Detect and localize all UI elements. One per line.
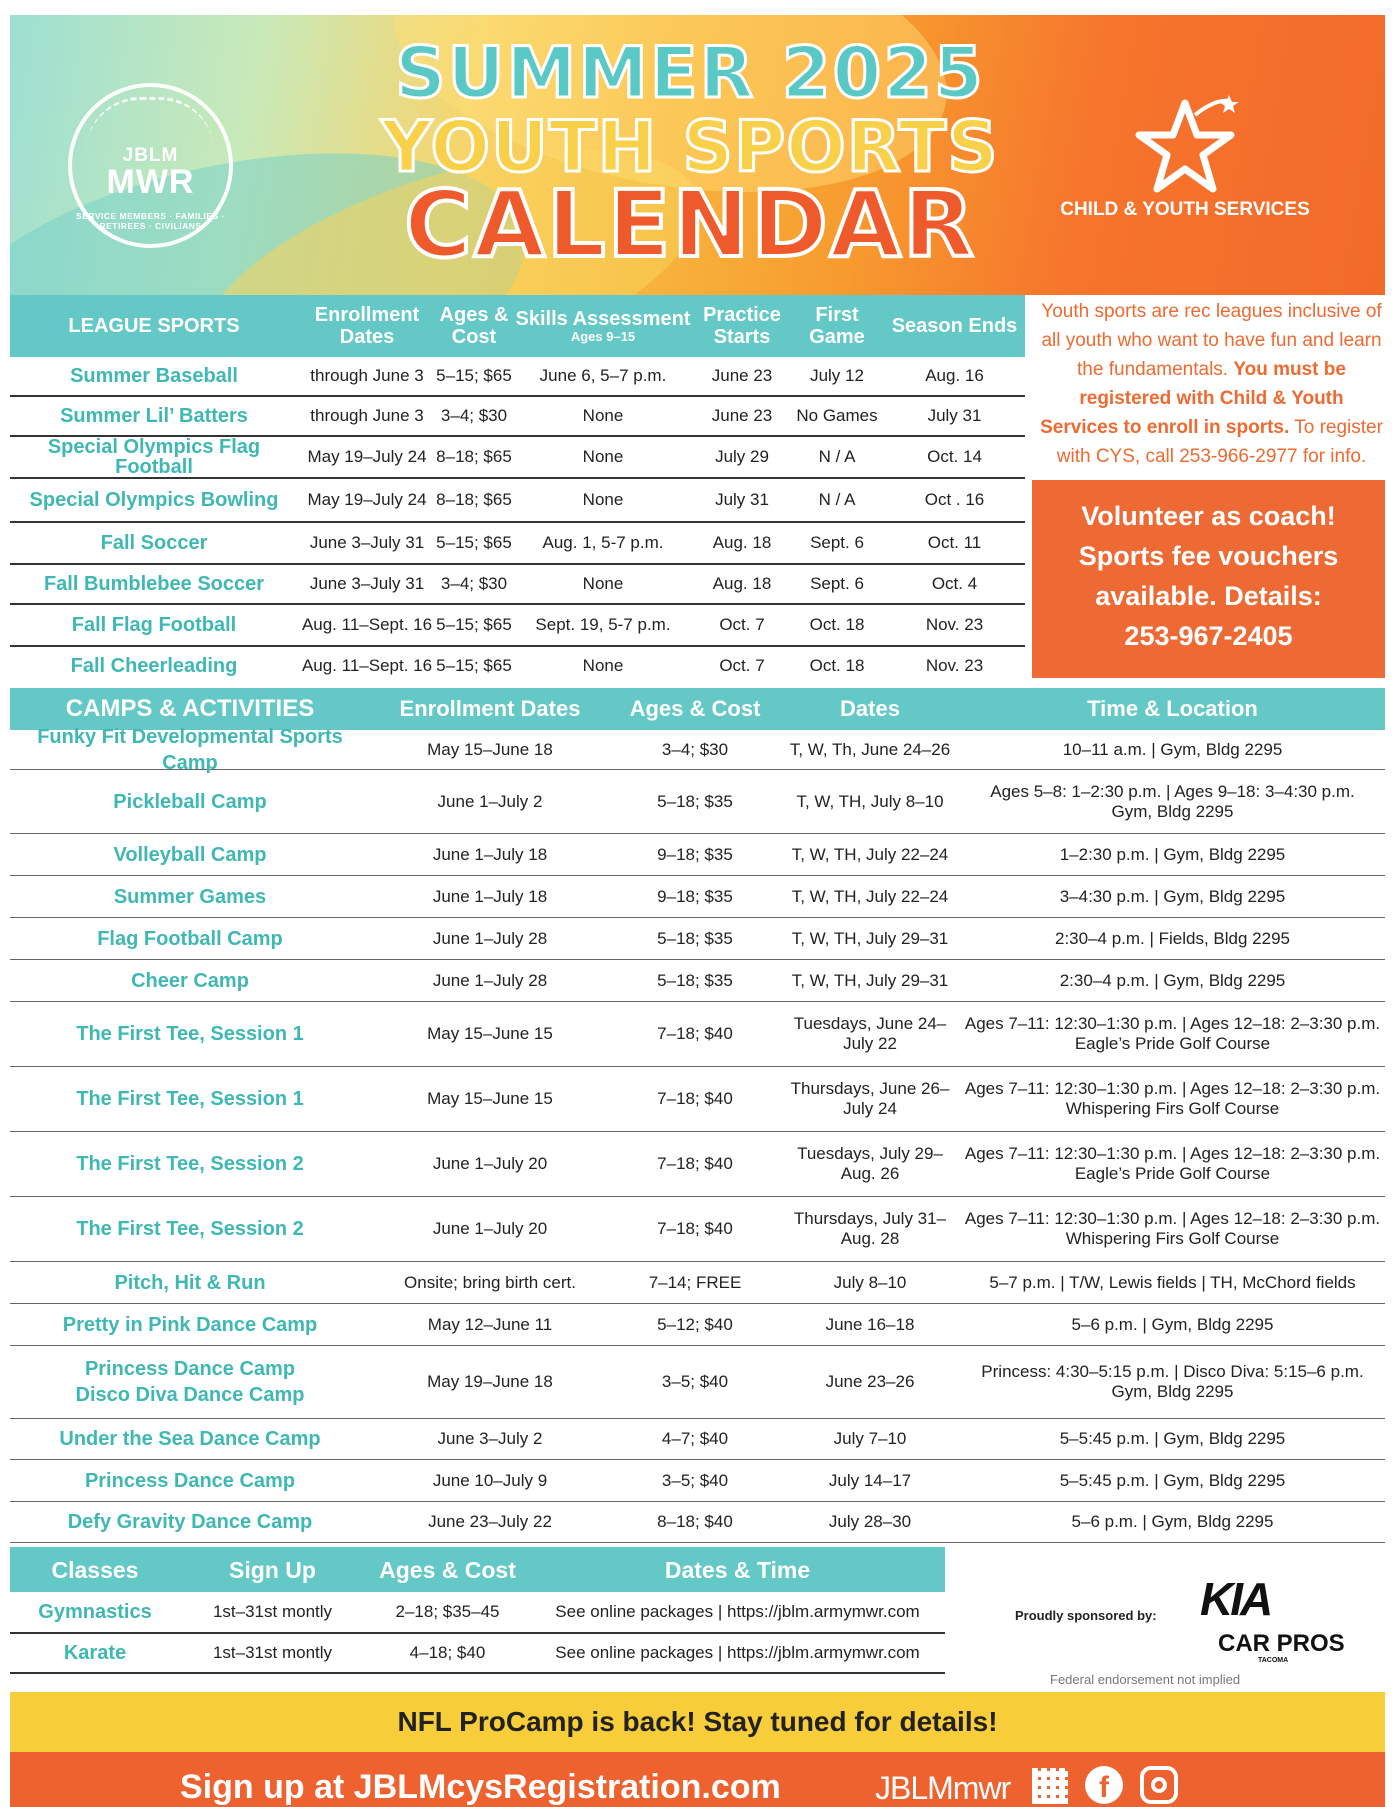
enroll-dates: through June 3 bbox=[310, 366, 424, 385]
kia-logo: KIA bbox=[1200, 1573, 1271, 1625]
camp-name: Pickleball Camp bbox=[113, 790, 267, 813]
table-row bbox=[10, 397, 1025, 437]
camp-name: The First Tee, Session 1 bbox=[76, 1088, 304, 1110]
enroll-dates: June 1–July 18 bbox=[432, 886, 548, 906]
camp-dates: T, W, TH, July 29–31 bbox=[791, 928, 949, 948]
enroll-dates: June 1–July 20 bbox=[432, 1219, 548, 1238]
time-location bbox=[960, 887, 1385, 907]
enroll-dates: June 1–July 20 bbox=[432, 1154, 548, 1173]
volunteer-line-3: available. Details: bbox=[1095, 581, 1322, 611]
flyer-page bbox=[10, 15, 1385, 1807]
camp-name: Flag Football Camp bbox=[97, 927, 283, 950]
class-name: Gymnastics bbox=[38, 1601, 152, 1623]
table-row bbox=[10, 605, 1025, 647]
camp-dates: T, W, TH, July 29–31 bbox=[791, 970, 949, 990]
first-game: N / A bbox=[818, 447, 856, 466]
league-col-ages: Ages & Cost bbox=[439, 304, 509, 348]
time-location bbox=[960, 929, 1385, 949]
info-text-1: Youth sports are rec leagues inclusive of all youth who want to have fun and learn the fundamentals. bbox=[1041, 301, 1382, 380]
first-game: Oct. 18 bbox=[809, 615, 865, 634]
first-game: N / A bbox=[818, 490, 856, 509]
mwr-logo-top: JBLM bbox=[122, 145, 179, 166]
skills-assessment: June 6, 5–7 p.m. bbox=[539, 366, 667, 385]
table-row bbox=[10, 1132, 1385, 1197]
league-col-skills-sub: Ages 9–15 bbox=[570, 329, 636, 344]
enroll-dates: June 1–July 28 bbox=[432, 928, 548, 948]
ages-cost: 4–7; $40 bbox=[661, 1429, 729, 1448]
first-game: Sept. 6 bbox=[810, 533, 864, 552]
camp-dates: July 14–17 bbox=[828, 1470, 912, 1490]
time-location bbox=[960, 1512, 1385, 1532]
ages-cost: 7–18; $40 bbox=[657, 1089, 733, 1108]
time-location-line: 5–5:45 p.m. | Gym, Bldg 2295 bbox=[1059, 1429, 1286, 1448]
jblm-mwr-logo bbox=[68, 83, 233, 248]
table-row bbox=[10, 725, 1385, 774]
ages-cost: 9–18; $35 bbox=[657, 844, 733, 864]
ages-cost: 3–4; $30 bbox=[661, 739, 729, 759]
time-location-line: Ages 7–11: 12:30–1:30 p.m. | Ages 12–18: 2–3:30 p.m. bbox=[964, 1014, 1381, 1033]
table-row bbox=[10, 1002, 1385, 1067]
class-dates: See online packages | https://jblm.armymwr.com bbox=[555, 1602, 920, 1621]
first-game: July 12 bbox=[810, 366, 864, 385]
sport-name: Special Olympics Bowling bbox=[29, 489, 279, 511]
season-ends: Oct. 14 bbox=[927, 447, 982, 466]
sport-name: Fall Flag Football bbox=[71, 614, 237, 636]
instagram-icon bbox=[1140, 1766, 1178, 1804]
classes-table-body bbox=[10, 1592, 945, 1674]
endorsement-disclaimer: Federal endorsement not implied bbox=[1050, 1672, 1241, 1687]
table-row bbox=[10, 1067, 1385, 1132]
season-ends: July 31 bbox=[927, 406, 982, 425]
camp-name: Princess Dance Camp bbox=[84, 1469, 296, 1492]
title-line-1: SUMMER 2025 bbox=[395, 32, 985, 114]
time-location-line: Princess: 4:30–5:15 p.m. | Disco Diva: 5:15–6 p.m. bbox=[981, 1362, 1364, 1381]
camp-name: Pretty in Pink Dance Camp bbox=[62, 1313, 318, 1336]
ages-cost: 9–18; $35 bbox=[657, 886, 733, 906]
first-game: No Games bbox=[796, 406, 878, 425]
skills-assessment: None bbox=[582, 447, 624, 466]
table-row bbox=[10, 770, 1385, 834]
qr-code-icon bbox=[1032, 1768, 1068, 1804]
time-location-line: Ages 7–11: 12:30–1:30 p.m. | Ages 12–18: 2–3:30 p.m. bbox=[964, 1144, 1381, 1163]
ages-cost: 8–18; $40 bbox=[657, 1512, 733, 1531]
first-game: Sept. 6 bbox=[810, 574, 864, 593]
time-location-line: 5–7 p.m. | T/W, Lewis fields | TH, McChord fields bbox=[989, 1272, 1356, 1292]
table-row bbox=[10, 437, 1025, 479]
table-row bbox=[10, 479, 1025, 523]
time-location bbox=[960, 1209, 1385, 1249]
class-name: Karate bbox=[63, 1642, 127, 1664]
enroll-dates: Aug. 11–Sept. 16 bbox=[301, 615, 433, 634]
practice-starts: Aug. 18 bbox=[712, 533, 772, 552]
enroll-dates: June 10–July 9 bbox=[432, 1470, 548, 1490]
enroll-dates: June 1–July 2 bbox=[437, 791, 543, 811]
ages-cost: 5–18; $35 bbox=[657, 928, 733, 948]
location-line: Whispering Firs Golf Course bbox=[1065, 1229, 1280, 1248]
camp-dates: Thursdays, June 26–July 24 bbox=[790, 1079, 950, 1118]
location-line: Gym, Bldg 2295 bbox=[1111, 801, 1234, 821]
skills-assessment: Sept. 19, 5-7 p.m. bbox=[535, 615, 671, 634]
practice-starts: Aug. 18 bbox=[712, 574, 772, 593]
season-ends: Oct. 11 bbox=[927, 533, 982, 552]
mwr-logo-main: MWR bbox=[106, 163, 195, 201]
classes-col-dates: Dates & Time bbox=[664, 1556, 811, 1583]
season-ends: Nov. 23 bbox=[925, 615, 984, 634]
table-row bbox=[10, 1262, 1385, 1304]
time-location-line: 3–4:30 p.m. | Gym, Bldg 2295 bbox=[1059, 886, 1286, 906]
time-location bbox=[960, 1273, 1385, 1293]
enroll-dates: May 15–June 18 bbox=[427, 739, 553, 759]
practice-starts: July 29 bbox=[715, 447, 769, 466]
practice-starts: Oct. 7 bbox=[719, 656, 765, 675]
enroll-dates: June 23–July 22 bbox=[428, 1512, 552, 1531]
car-pros-logo: CAR PROS bbox=[1218, 1630, 1345, 1657]
sport-name: Summer Baseball bbox=[70, 365, 238, 387]
signup-text: Sign up at JBLMcysRegistration.com bbox=[180, 1768, 781, 1806]
ages-cost: 5–15; $65 bbox=[436, 656, 512, 675]
league-col-skills-label: Skills Assessment bbox=[515, 308, 691, 330]
time-location-line: Ages 7–11: 12:30–1:30 p.m. | Ages 12–18: 2–3:30 p.m. bbox=[964, 1209, 1381, 1228]
volunteer-line-1: Volunteer as coach! bbox=[1081, 501, 1336, 531]
time-location-line: 5–6 p.m. | Gym, Bldg 2295 bbox=[1071, 1314, 1274, 1334]
practice-starts: June 23 bbox=[711, 406, 773, 425]
camp-name: Under the Sea Dance Camp bbox=[59, 1428, 321, 1450]
camp-dates: T, W, Th, June 24–26 bbox=[789, 739, 951, 759]
title-line-3: CALENDAR bbox=[404, 171, 976, 278]
time-location bbox=[960, 971, 1385, 991]
camps-col-time: Time & Location bbox=[1087, 696, 1258, 721]
time-location-line: 5–6 p.m. | Gym, Bldg 2295 bbox=[1071, 1512, 1274, 1531]
ages-cost: 3–4; $30 bbox=[440, 574, 508, 593]
time-location bbox=[960, 1144, 1385, 1184]
location-line: Eagle’s Pride Golf Course bbox=[1074, 1164, 1271, 1183]
time-location bbox=[960, 1362, 1385, 1402]
table-row bbox=[10, 1460, 1385, 1502]
ages-cost: 5–12; $40 bbox=[657, 1314, 733, 1334]
table-row bbox=[10, 1634, 945, 1674]
season-ends: Nov. 23 bbox=[925, 656, 984, 675]
info-text bbox=[1038, 297, 1385, 471]
camp-dates: T, W, TH, July 22–24 bbox=[791, 886, 949, 906]
ages-cost: 5–15; $65 bbox=[436, 615, 512, 634]
volunteer-box bbox=[1032, 480, 1385, 678]
enroll-dates: June 1–July 28 bbox=[432, 970, 548, 990]
season-ends: Aug. 16 bbox=[925, 366, 984, 385]
league-col-season-ends: Season Ends bbox=[891, 315, 1018, 337]
table-row bbox=[10, 1346, 1385, 1419]
camp-dates: July 8–10 bbox=[833, 1272, 907, 1292]
title-line-2: YOUTH SPORTS bbox=[381, 106, 999, 188]
practice-starts: June 23 bbox=[711, 366, 773, 385]
season-ends: Oct. 4 bbox=[931, 574, 978, 593]
enroll-dates: June 3–July 31 bbox=[309, 533, 425, 552]
table-row bbox=[10, 357, 1025, 397]
facebook-icon: f bbox=[1085, 1766, 1123, 1804]
skills-assessment: None bbox=[582, 574, 624, 593]
camp-name-line-1: Princess Dance Camp bbox=[84, 1358, 296, 1380]
time-location bbox=[960, 1014, 1385, 1054]
ages-cost: 5–18; $35 bbox=[657, 791, 733, 811]
camp-dates: June 23–26 bbox=[825, 1372, 915, 1391]
time-location bbox=[960, 1429, 1385, 1449]
enroll-dates: June 3–July 2 bbox=[437, 1429, 543, 1448]
camp-dates: T, W, TH, July 8–10 bbox=[796, 791, 944, 811]
league-col-first-game: First Game bbox=[809, 304, 865, 348]
ages-cost: 5–15; $65 bbox=[436, 366, 512, 385]
table-row bbox=[10, 834, 1385, 876]
mwr-logo-ring: SERVICE MEMBERS · FAMILIES · RETIREES · CIVILIANS bbox=[76, 211, 225, 231]
table-row bbox=[10, 1502, 1385, 1543]
time-location-line: Ages 7–11: 12:30–1:30 p.m. | Ages 12–18: 2–3:30 p.m. bbox=[964, 1079, 1381, 1098]
ages-cost: 7–18; $40 bbox=[657, 1154, 733, 1173]
ages-cost: 7–14; FREE bbox=[648, 1272, 742, 1292]
enroll-dates: Onsite; bring birth cert. bbox=[404, 1272, 576, 1292]
classes-col-name: Classes bbox=[51, 1556, 139, 1583]
info-text-bold: You must be registered with Child & Youth Services to enroll in sports. bbox=[1040, 359, 1346, 438]
enroll-dates: May 12–June 11 bbox=[427, 1314, 553, 1334]
signup-banner bbox=[10, 1752, 1385, 1807]
ages-cost: 7–18; $40 bbox=[657, 1219, 733, 1238]
enroll-dates: May 19–July 24 bbox=[307, 447, 427, 466]
table-row bbox=[10, 1592, 945, 1634]
season-ends: Oct . 16 bbox=[924, 490, 985, 509]
ages-cost: 5–15; $65 bbox=[436, 533, 512, 552]
camp-name bbox=[10, 1356, 370, 1408]
class-signup: 1st–31st montly bbox=[212, 1602, 333, 1621]
table-row bbox=[10, 1304, 1385, 1346]
time-location bbox=[960, 845, 1385, 865]
camp-name: Cheer Camp bbox=[131, 969, 249, 992]
cys-logo-label: CHILD & YOUTH SERVICES bbox=[1060, 199, 1310, 220]
camps-col-ages: Ages & Cost bbox=[629, 696, 761, 721]
ages-cost: 3–4; $30 bbox=[440, 406, 508, 425]
enroll-dates: Aug. 11–Sept. 16 bbox=[301, 656, 433, 675]
location-line: Eagle’s Pride Golf Course bbox=[1074, 1034, 1271, 1053]
league-table-body bbox=[10, 357, 1025, 685]
ages-cost: 3–5; $40 bbox=[661, 1372, 729, 1391]
time-location-line: Ages 5–8: 1–2:30 p.m. | Ages 9–18: 3–4:30 p.m. bbox=[990, 781, 1355, 801]
ages-cost: 4–18; $40 bbox=[409, 1643, 486, 1662]
camp-name: The First Tee, Session 2 bbox=[76, 1153, 304, 1175]
class-signup: 1st–31st montly bbox=[212, 1643, 333, 1662]
camps-table-body bbox=[10, 725, 1385, 1543]
camp-name: Summer Games bbox=[113, 885, 267, 908]
sport-name: Fall Bumblebee Soccer bbox=[43, 573, 265, 595]
ages-cost: 5–18; $35 bbox=[657, 970, 733, 990]
table-row bbox=[10, 565, 1025, 605]
classes-col-signup: Sign Up bbox=[229, 1556, 316, 1583]
camp-name-line-2: Disco Diva Dance Camp bbox=[75, 1384, 305, 1406]
enroll-dates: through June 3 bbox=[310, 406, 424, 425]
first-game: Oct. 18 bbox=[809, 656, 865, 675]
camp-name: The First Tee, Session 1 bbox=[76, 1023, 304, 1045]
skills-assessment: None bbox=[582, 406, 624, 425]
header-banner bbox=[10, 15, 1385, 295]
camp-dates: Tuesdays, June 24–July 22 bbox=[793, 1014, 947, 1053]
table-row bbox=[10, 876, 1385, 918]
camp-dates: T, W, TH, July 22–24 bbox=[791, 844, 949, 864]
ages-cost: 8–18; $65 bbox=[436, 447, 512, 466]
enroll-dates: May 19–June 18 bbox=[427, 1372, 553, 1391]
sport-name: Special Olympics Flag Football bbox=[47, 436, 261, 478]
league-col-practice: Practice Starts bbox=[703, 304, 781, 348]
car-pros-city: TACOMA bbox=[1258, 1657, 1289, 1664]
camp-name: The First Tee, Session 2 bbox=[76, 1218, 304, 1240]
enroll-dates: May 15–June 15 bbox=[427, 1024, 553, 1043]
camp-name: Defy Gravity Dance Camp bbox=[67, 1511, 313, 1533]
info-text-2: To register with CYS, call 253-966-2977 for info. bbox=[1056, 417, 1383, 467]
time-location-line: 2:30–4 p.m. | Gym, Bldg 2295 bbox=[1059, 970, 1286, 990]
sport-name: Fall Soccer bbox=[100, 532, 208, 554]
enroll-dates: May 19–July 24 bbox=[307, 490, 427, 509]
time-location-line: 1–2:30 p.m. | Gym, Bldg 2295 bbox=[1059, 844, 1286, 864]
time-location bbox=[960, 1471, 1385, 1491]
skills-assessment: None bbox=[582, 490, 624, 509]
classes-col-ages: Ages & Cost bbox=[379, 1556, 516, 1583]
time-location-line: 10–11 a.m. | Gym, Bldg 2295 bbox=[1062, 739, 1283, 759]
camp-name: Funky Fit Developmental Sports Camp bbox=[37, 725, 343, 774]
sport-name: Fall Cheerleading bbox=[70, 655, 238, 677]
classes-table-header bbox=[10, 1547, 945, 1592]
camps-col-enroll: Enrollment Dates bbox=[399, 696, 581, 721]
table-row bbox=[10, 918, 1385, 960]
skills-assessment: Aug. 1, 5-7 p.m. bbox=[542, 533, 664, 552]
league-col-enroll: Enrollment Dates bbox=[314, 304, 420, 348]
sponsor-block bbox=[960, 1560, 1385, 1690]
star-icon bbox=[1125, 95, 1245, 195]
league-table-header bbox=[10, 295, 1025, 357]
camp-dates: Tuesdays, July 29–Aug. 26 bbox=[797, 1144, 943, 1183]
location-line: Whispering Firs Golf Course bbox=[1065, 1099, 1280, 1118]
nfl-procamp-banner: NFL ProCamp is back! Stay tuned for details! bbox=[10, 1692, 1385, 1752]
cys-logo bbox=[1055, 95, 1315, 255]
skills-assessment: None bbox=[582, 656, 624, 675]
time-location-line: 2:30–4 p.m. | Fields, Bldg 2295 bbox=[1054, 928, 1290, 948]
table-row bbox=[10, 960, 1385, 1002]
camp-dates: June 16–18 bbox=[825, 1314, 915, 1334]
table-row bbox=[10, 1419, 1385, 1460]
camp-name: Pitch, Hit & Run bbox=[114, 1271, 266, 1294]
sponsor-label: Proudly sponsored by: bbox=[1015, 1608, 1157, 1623]
league-col-sport: LEAGUE SPORTS bbox=[68, 315, 240, 337]
time-location bbox=[960, 1315, 1385, 1335]
ages-cost: 2–18; $35–45 bbox=[395, 1602, 500, 1621]
enroll-dates: June 3–July 31 bbox=[309, 574, 425, 593]
camp-name: Volleyball Camp bbox=[113, 843, 267, 866]
camp-dates: July 28–30 bbox=[828, 1512, 912, 1531]
practice-starts: July 31 bbox=[715, 490, 769, 509]
time-location-line: 5–5:45 p.m. | Gym, Bldg 2295 bbox=[1059, 1470, 1286, 1490]
ages-cost: 8–18; $65 bbox=[436, 490, 512, 509]
ages-cost: 3–5; $40 bbox=[661, 1470, 729, 1490]
camps-col-dates: Dates bbox=[840, 696, 900, 721]
volunteer-phone: 253-967-2405 bbox=[1124, 621, 1293, 651]
camp-dates: July 7–10 bbox=[833, 1429, 907, 1448]
table-row bbox=[10, 523, 1025, 565]
time-location bbox=[960, 1079, 1385, 1119]
ages-cost: 7–18; $40 bbox=[657, 1024, 733, 1043]
social-handle: JBLMmwr bbox=[875, 1770, 1011, 1806]
enroll-dates: May 15–June 15 bbox=[427, 1089, 553, 1108]
league-col-skills bbox=[512, 295, 694, 357]
time-location bbox=[960, 740, 1385, 760]
camp-dates: Thursdays, July 31– Aug. 28 bbox=[793, 1209, 947, 1248]
table-row bbox=[10, 647, 1025, 685]
table-row bbox=[10, 1197, 1385, 1262]
practice-starts: Oct. 7 bbox=[719, 615, 765, 634]
location-line: Gym, Bldg 2295 bbox=[1111, 1382, 1234, 1401]
camps-col-name: CAMPS & ACTIVITIES bbox=[65, 695, 315, 722]
volunteer-line-2: Sports fee vouchers bbox=[1078, 541, 1339, 571]
time-location bbox=[960, 782, 1385, 822]
enroll-dates: June 1–July 18 bbox=[432, 844, 548, 864]
sport-name: Summer Lil’ Batters bbox=[60, 405, 248, 427]
class-dates: See online packages | https://jblm.armymwr.com bbox=[555, 1643, 920, 1662]
